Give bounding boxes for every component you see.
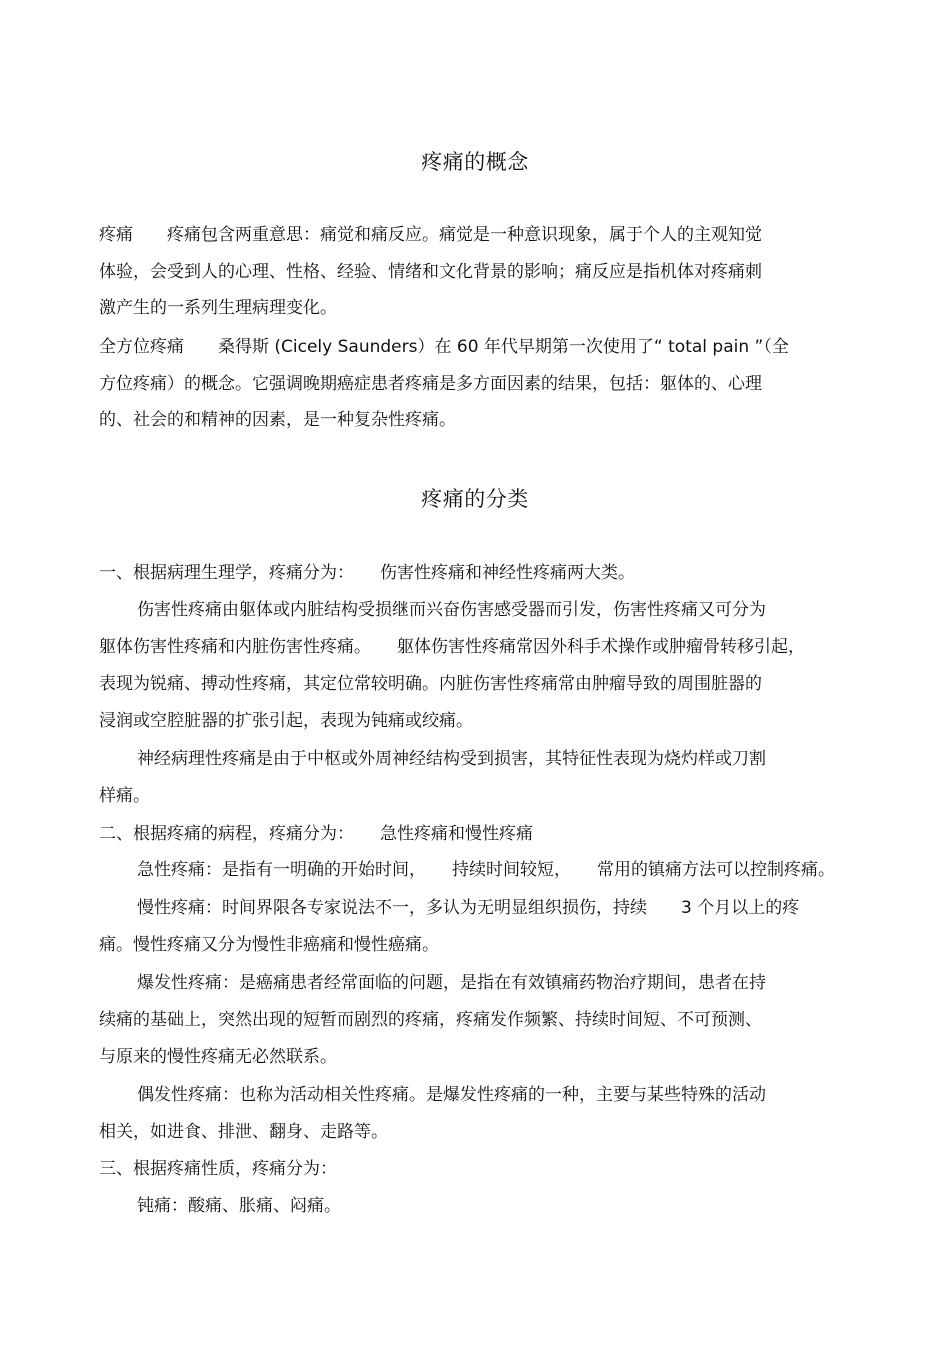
paragraph-line: 激产生的一系列生理病理变化。 xyxy=(99,298,337,318)
paragraph-line xyxy=(99,562,635,584)
paragraph-line: 伤害性疼痛由躯体或内脏结构受损继而兴奋伤害感受器而引发，伤害性疼痛又可分为 xyxy=(137,600,766,620)
paragraph-line: 爆发性疼痛：是癌痛患者经常面临的问题，是指在有效镇痛药物治疗期间，患者在持 xyxy=(137,973,766,993)
list-heading-detail: 伤害性疼痛和神经性疼痛两大类。 xyxy=(380,563,635,583)
paragraph-line: 神经病理性疼痛是由于中枢或外周神经结构受到损害，其特征性表现为烧灼样或刀割 xyxy=(137,749,766,769)
paragraph-line: 与原来的慢性疼痛无必然联系。 xyxy=(99,1047,337,1067)
paragraph-line: 偶发性疼痛：也称为活动相关性疼痛。是爆发性疼痛的一种，主要与某些特殊的活动 xyxy=(137,1085,766,1105)
paragraph-line: 表现为锐痛、搏动性疼痛，其定位常较明确。内脏伤害性疼痛常由肿瘤导致的周围脏器的 xyxy=(99,674,762,694)
paragraph-line: 续痛的基础上，突然出现的短暂而剧烈的疼痛，疼痛发作频繁、持续时间短、不可预测、 xyxy=(99,1010,762,1030)
paragraph-line: 浸润或空腔脏器的扩张引起，表现为钝痛或绞痛。 xyxy=(99,711,473,731)
paragraph-line xyxy=(137,859,835,881)
paragraph-line: 痛。慢性疼痛又分为慢性非癌痛和慢性癌痛。 xyxy=(99,935,439,955)
paragraph-line xyxy=(99,336,789,358)
list-heading-text: 一、根据病理生理学，疼痛分为： xyxy=(99,563,354,583)
paragraph-text: 慢性疼痛：时间界限各专家说法不一，多认为无明显组织损伤，持续 xyxy=(137,898,647,918)
paragraph-line xyxy=(99,823,533,845)
paragraph-line xyxy=(99,636,805,658)
paragraph-line: 三、根据疼痛性质，疼痛分为： xyxy=(99,1159,337,1179)
paragraph-text: 急性疼痛：是指有一明确的开始时间， xyxy=(137,860,426,880)
paragraph-line: 体验，会受到人的心理、性格、经验、情绪和文化背景的影响；痛反应是指机体对疼痛刺 xyxy=(99,262,762,282)
paragraph-text: 躯体伤害性疼痛和内脏伤害性疼痛。 xyxy=(99,637,371,657)
term-total-pain: 全方位疼痛 xyxy=(99,337,184,357)
paragraph-line xyxy=(99,224,762,246)
heading-pain-concept: 疼痛的概念 xyxy=(421,150,529,174)
heading-pain-classification: 疼痛的分类 xyxy=(421,487,529,511)
paragraph-text: 3 个月以上的疼 xyxy=(681,898,800,918)
paragraph-line: 的、社会的和精神的因素，是一种复杂性疼痛。 xyxy=(99,410,456,430)
term-pain: 疼痛 xyxy=(99,225,133,245)
list-heading-detail: 急性疼痛和慢性疼痛 xyxy=(380,824,533,844)
paragraph-text: 持续时间较短， xyxy=(452,860,571,880)
paragraph-line: 相关，如进食、排泄、翻身、走路等。 xyxy=(99,1122,388,1142)
paragraph-line: 钝痛：酸痛、胀痛、闷痛。 xyxy=(137,1196,341,1216)
paragraph-line: 方位疼痛）的概念。它强调晚期癌症患者疼痛是多方面因素的结果，包括：躯体的、心理 xyxy=(99,374,762,394)
paragraph-line xyxy=(137,897,799,919)
list-heading-text: 二、根据疼痛的病程，疼痛分为： xyxy=(99,824,354,844)
paragraph-text: 躯体伤害性疼痛常因外科手术操作或肿瘤骨转移引起， xyxy=(397,637,805,657)
paragraph-text: 常用的镇痛方法可以控制疼痛。 xyxy=(597,860,835,880)
definition-text: 桑得斯 (Cicely Saunders）在 60 年代早期第一次使用了“ total pain ”（全 xyxy=(218,337,789,357)
definition-text: 疼痛包含两重意思：痛觉和痛反应。痛觉是一种意识现象，属于个人的主观知觉 xyxy=(167,225,762,245)
paragraph-line: 样痛。 xyxy=(99,786,150,806)
